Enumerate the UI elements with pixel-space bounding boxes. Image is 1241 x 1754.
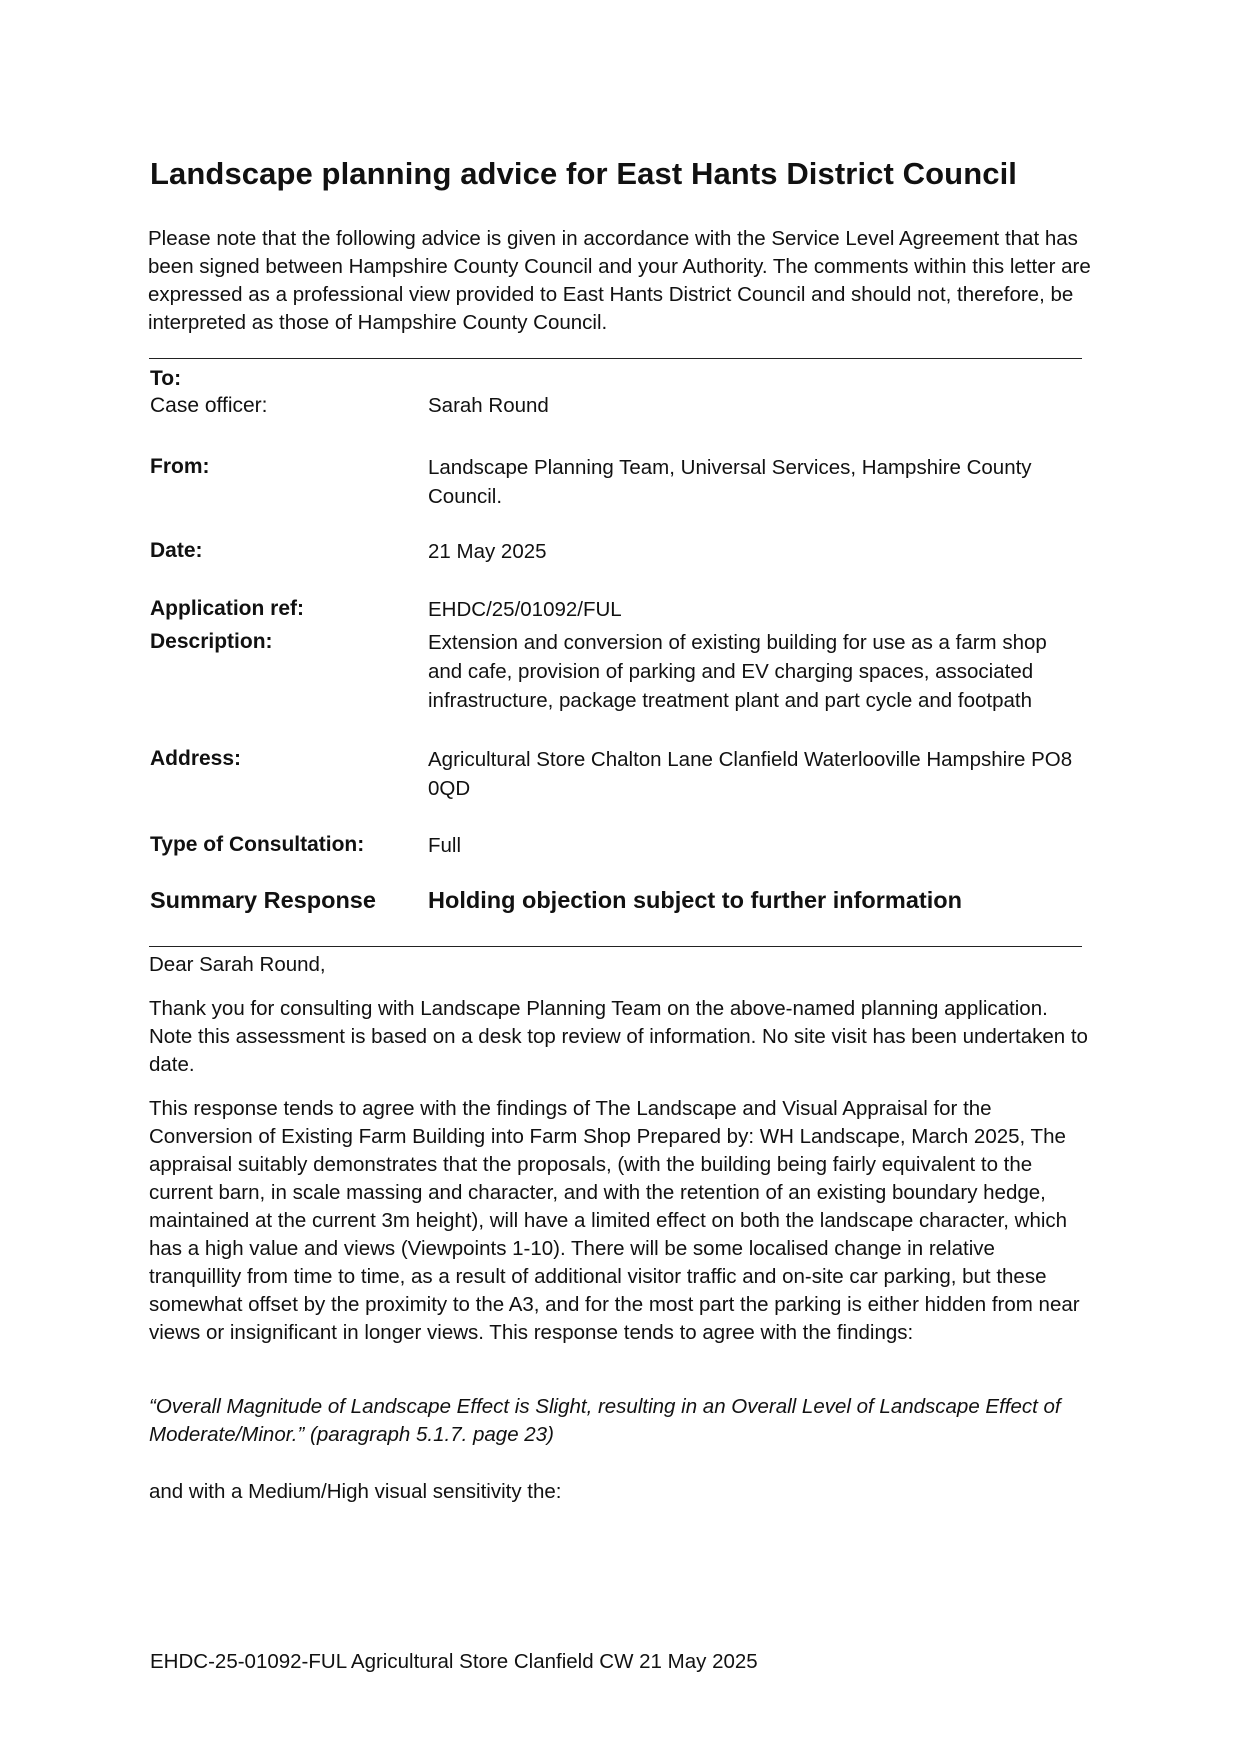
date-label: Date:: [150, 539, 203, 562]
application-ref-label: Application ref:: [150, 597, 305, 620]
from-label: From:: [150, 455, 210, 478]
document-title: Landscape planning advice for East Hants District Council: [150, 156, 1017, 191]
consultation-type-value: Full: [428, 834, 462, 857]
date-value: 21 May 2025: [428, 540, 547, 563]
salutation: Dear Sarah Round,: [149, 953, 326, 976]
case-officer-value: Sarah Round: [428, 394, 549, 417]
to-label: To:: [150, 367, 182, 390]
body-paragraph-1: Thank you for consulting with Landscape Planning Team on the above-named planning application. Note this assessment is based on a desk top review of information. No site visit has been undertaken to date.: [149, 997, 1088, 1076]
address-value: Agricultural Store Chalton Lane Clanfield Waterlooville Hampshire PO8 0QD: [428, 748, 1073, 800]
page-footer: EHDC-25-01092-FUL Agricultural Store Clanfield CW 21 May 2025: [150, 1650, 758, 1673]
body-paragraph-2: This response tends to agree with the findings of The Landscape and Visual Appraisal for the Conversion of Existing Farm Building into Farm Shop Prepared by: WH Landscape, March 2025, The appraisal suitably demonstrates that the proposals, (with the building being fairly equivalent to the current barn, in scale massing and character, and with the retention of an existing boundary hedge, maintained at the current 3m height), will have a limited effect on both the landscape character, which has a high value and views (Viewpoints 1-10). There will be some localised change in relative tranquillity from time to time, as a result of additional visitor traffic and on-site car parking, but these somewhat offset by the proximity to the A3, and for the most part the parking is either hidden from near views or insignificant in longer views. This response tends to agree with the findings:: [149, 1097, 1080, 1344]
address-label: Address:: [150, 747, 242, 770]
case-officer-label: Case officer:: [150, 394, 268, 417]
application-ref-value: EHDC/25/01092/FUL: [428, 598, 622, 621]
top-divider: [149, 358, 1082, 359]
summary-response-value: Holding objection subject to further information: [428, 887, 962, 913]
bottom-divider: [149, 946, 1082, 947]
quote-paragraph: “Overall Magnitude of Landscape Effect is Slight, resulting in an Overall Level of Landscape Effect of Moderate/Minor.” (paragraph 5.1.7. page 23): [149, 1395, 1061, 1446]
consultation-type-label: Type of Consultation:: [150, 833, 365, 856]
intro-paragraph: Please note that the following advice is given in accordance with the Service Level Agreement that has been signed between Hampshire County Council and your Authority. The comments within this letter are expressed as a professional view provided to East Hants District Council and should not, therefore, be interpreted as those of Hampshire County Council.: [148, 227, 1091, 334]
from-value: Landscape Planning Team, Universal Services, Hampshire County Council.: [428, 456, 1032, 508]
description-value: Extension and conversion of existing building for use as a farm shop and cafe, provision of parking and EV charging spaces, associated infrastructure, package treatment plant and part cycle and footpath: [428, 631, 1047, 712]
description-label: Description:: [150, 630, 273, 653]
summary-response-label: Summary Response: [150, 887, 376, 913]
body-paragraph-3: and with a Medium/High visual sensitivity the:: [149, 1480, 562, 1503]
